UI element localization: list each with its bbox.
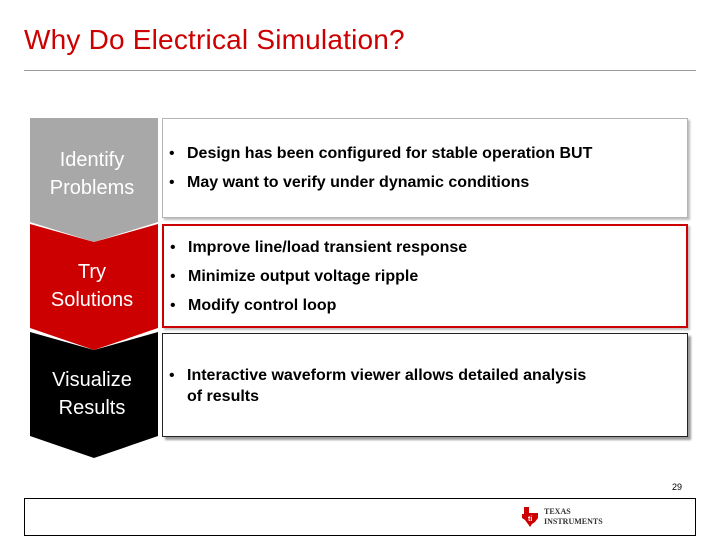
bullet-item <box>164 266 686 287</box>
step-visualize-results <box>30 332 158 458</box>
bullet-icon: • <box>169 174 175 191</box>
ti-logo <box>520 506 620 528</box>
bullet-item <box>164 237 686 258</box>
bullet-text: Interactive waveform viewer allows detailed analysis <box>187 367 587 384</box>
step-label <box>30 366 154 422</box>
bullet-text: Design has been configured for stable operation BUT <box>187 145 593 162</box>
page-number: 29 <box>672 482 683 492</box>
title-divider <box>24 70 696 71</box>
bullet-item <box>163 172 687 193</box>
panel-identify-problems <box>162 118 688 218</box>
logo-line1: TEXAS <box>544 507 571 516</box>
bullet-item <box>163 365 687 407</box>
step-label-line2: Problems <box>49 177 135 199</box>
step-label <box>30 258 154 314</box>
bullet-text: Modify control loop <box>188 297 337 314</box>
bullet-text: Minimize output voltage ripple <box>188 268 419 285</box>
bullet-text: Improve line/load transient response <box>188 239 468 256</box>
slide-title: Why Do Electrical Simulation? <box>24 24 405 55</box>
bullet-text-continued: of results <box>187 388 260 405</box>
bullet-icon: • <box>170 297 176 314</box>
bullet-item <box>164 295 686 316</box>
step-label-line2: Solutions <box>50 289 134 311</box>
bullet-item <box>163 143 687 164</box>
step-label-line1: Visualize <box>52 369 132 391</box>
step-label-line1: Identify <box>59 149 125 171</box>
logo-line2: INSTRUMENTS <box>544 517 603 526</box>
panel-try-solutions <box>162 224 688 328</box>
panel-visualize-results <box>162 333 688 437</box>
bullet-text: May want to verify under dynamic conditions <box>187 174 530 191</box>
texas-state-icon <box>520 506 540 528</box>
bullet-icon: • <box>169 145 175 162</box>
bullet-icon: • <box>170 268 176 285</box>
bullet-icon: • <box>170 239 176 256</box>
svg-text:ti: ti <box>528 516 533 523</box>
step-label-line1: Try <box>77 261 107 283</box>
step-label <box>30 146 154 202</box>
bullet-icon: • <box>169 367 175 384</box>
step-label-line2: Results <box>58 397 126 419</box>
